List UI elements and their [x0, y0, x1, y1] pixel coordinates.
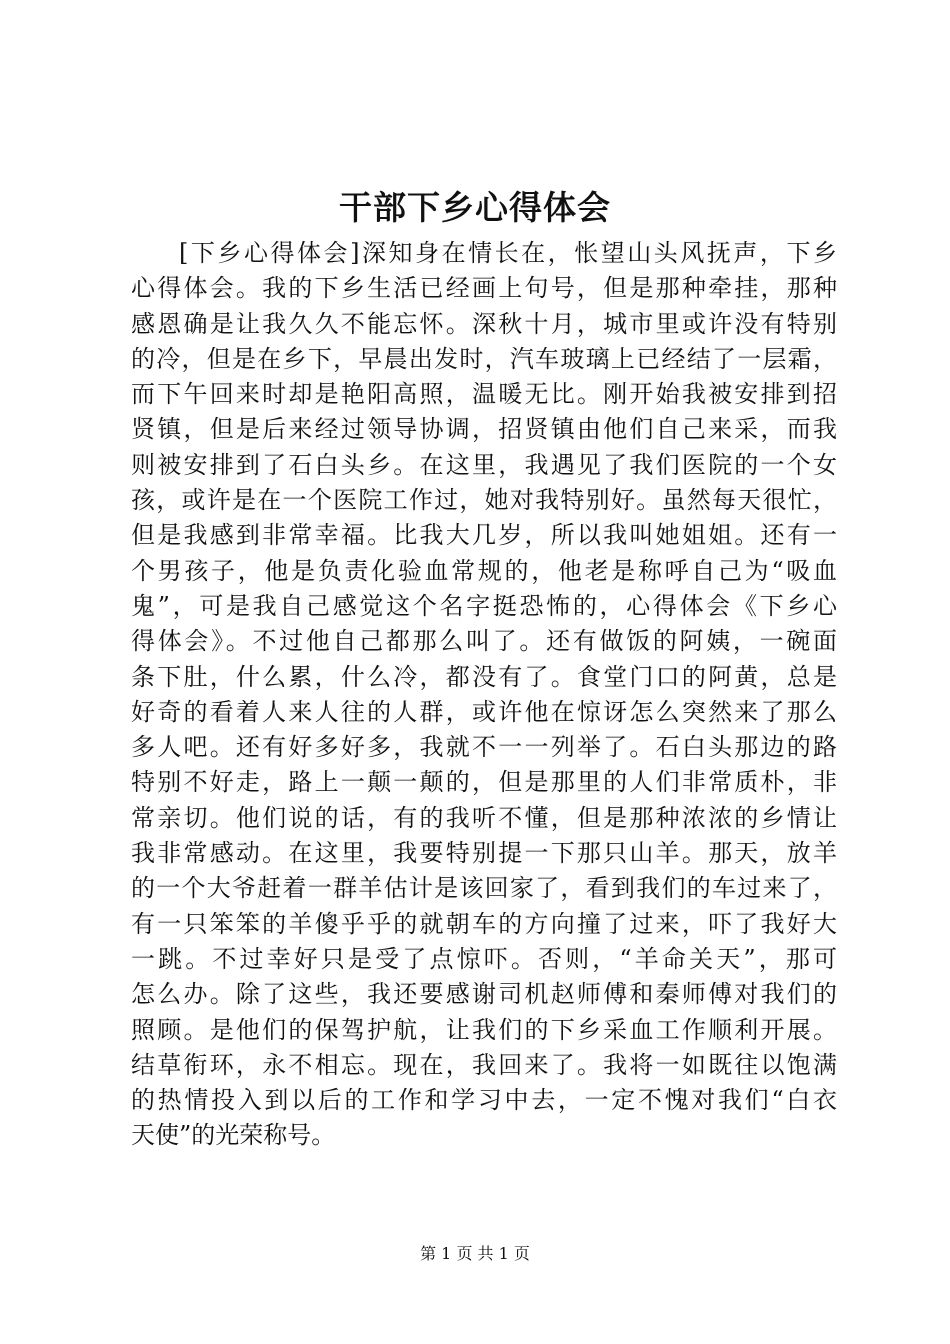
page-number-footer: 第 1 页 共 1 页 — [420, 1244, 530, 1263]
body-line: 照顾。是他们的保驾护航，让我们的下乡采血工作顺利开展。 — [131, 1015, 837, 1044]
body-line: 而下午回来时却是艳阳高照，温暖无比。刚开始我被安排到招 — [131, 380, 837, 409]
body-line: 特别不好走，路上一颠一颠的，但是那里的人们非常质朴，非 — [131, 768, 837, 797]
body-line: 的热情投入到以后的工作和学习中去，一定不愧对我们“白衣 — [131, 1086, 837, 1115]
body-line: 的一个大爷赶着一群羊估计是该回家了，看到我们的车过来了， — [131, 874, 837, 903]
body-line: 一跳。不过幸好只是受了点惊吓。否则，“羊命关天”，那可 — [131, 944, 837, 973]
body-line: 则被安排到了石白头乡。在这里，我遇见了我们医院的一个女 — [131, 450, 837, 479]
body-line: 结草衔环，永不相忘。现在，我回来了。我将一如既往以饱满 — [131, 1050, 837, 1079]
body-line: 感恩确是让我久久不能忘怀。深秋十月，城市里或许没有特别 — [131, 309, 837, 338]
body-line: 鬼”，可是我自己感觉这个名字挺恐怖的，心得体会《下乡心 — [131, 591, 837, 620]
document-title: 干部下乡心得体会 — [339, 188, 611, 227]
document-body — [131, 236, 837, 1154]
body-line: 多人吧。还有好多好多，我就不一一列举了。石白头那边的路 — [131, 733, 837, 762]
body-line: 得体会》。不过他自己都那么叫了。还有做饭的阿姨，一碗面 — [131, 627, 837, 656]
body-line: 怎么办。除了这些，我还要感谢司机赵师傅和秦师傅对我们的 — [131, 980, 837, 1009]
body-line: 常亲切。他们说的话，有的我听不懂，但是那种浓浓的乡情让 — [131, 803, 837, 832]
body-line: 天使”的光荣称号。 — [131, 1121, 336, 1150]
body-line: 我非常感动。在这里，我要特别提一下那只山羊。那天，放羊 — [131, 839, 837, 868]
body-line: 个男孩子，他是负责化验血常规的，他老是称呼自己为“吸血 — [131, 556, 837, 585]
body-line: 但是我感到非常幸福。比我大几岁，所以我叫她姐姐。还有一 — [131, 521, 837, 550]
body-line: 孩，或许是在一个医院工作过，她对我特别好。虽然每天很忙， — [131, 486, 837, 515]
body-line: 条下肚，什么累，什么冷，都没有了。食堂门口的阿黄，总是 — [131, 662, 837, 691]
body-line: 贤镇，但是后来经过领导协调，招贤镇由他们自己来采，而我 — [131, 415, 837, 444]
body-line: [下乡心得体会]深知身在情长在，怅望山头风抚声，下乡 — [179, 239, 837, 267]
body-line: 的冷，但是在乡下，早晨出发时，汽车玻璃上已经结了一层霜， — [131, 344, 837, 373]
body-line: 心得体会。我的下乡生活已经画上句号，但是那种牵挂，那种 — [131, 274, 837, 303]
body-line: 好奇的看着人来人往的人群，或许他在惊讶怎么突然来了那么 — [131, 697, 837, 726]
body-line: 有一只笨笨的羊傻乎乎的就朝车的方向撞了过来，吓了我好大 — [131, 909, 837, 938]
